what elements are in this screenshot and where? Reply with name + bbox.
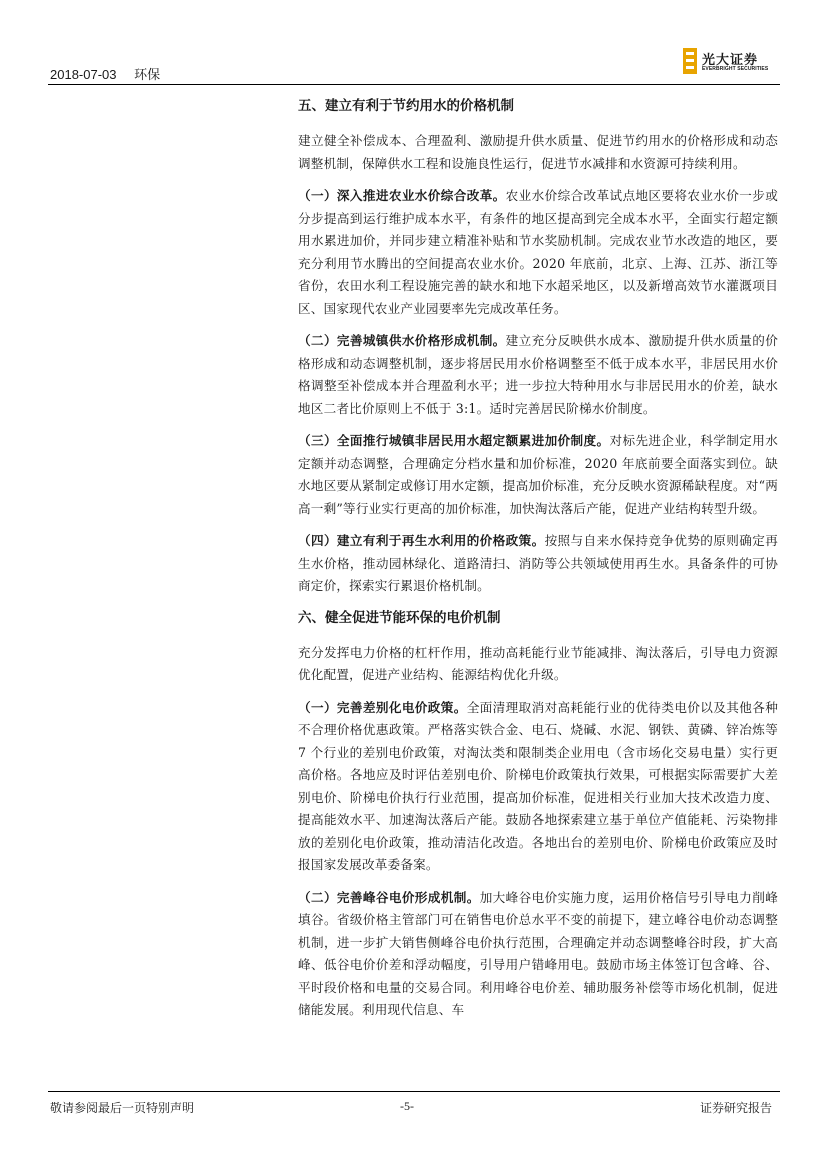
paragraph-lead: （一）深入推进农业水价综合改革。 (298, 188, 506, 203)
paragraph-lead: （四）建立有利于再生水利用的价格政策。 (298, 533, 545, 548)
paragraph (298, 697, 778, 877)
logo-mark-icon (683, 48, 697, 74)
paragraph-lead: （二）完善峰谷电价形成机制。 (298, 889, 480, 905)
paragraph-lead: （二）完善城镇供水价格形成机制。 (298, 333, 506, 348)
page-number: -5- (400, 1099, 414, 1113)
report-body (298, 96, 778, 1032)
footer-divider (48, 1091, 780, 1092)
section-heading: 五、建立有利于节约用水的价格机制 (298, 98, 514, 114)
paragraph-body: 加大峰谷电价实施力度，运用价格信号引导电力削峰填谷。省级价格主管部门可在销售电价总水平不变的前提下，建立峰谷电价动态调整机制，进一步扩大销售侧峰谷电价执行范围，合理确定并动态调整峰谷时段，扩大高峰、低谷电价价差和浮动幅度，引导用户错峰用电。鼓励市场主体签订包含峰、谷、平时段价格和电量的交易合同。利用峰谷电价差、辅助服务补偿等市场化机制，促进储能发展。利用现代信息、车 (298, 889, 778, 1017)
everbright-logo (683, 48, 783, 78)
report-type: 证券研究报告 (700, 1101, 773, 1115)
paragraph-body: 农业水价综合改革试点地区要将农业水价一步或分步提高到运行维护成本水平，有条件的地区提高到完全成本水平，全面实行超定额用水累进加价，并同步建立精准补贴和节水奖励机制。完成农业节水改造的地区，要充分利用节水腾出的空间提高农业水价。2020 年底前，北京、上海、江苏、浙江等省份，农田水利工程设施完善的缺水和地下水超采地区，以及新增高效节水灌溉项目区、国家现代农业产业园要率先完成改革任务。 (298, 188, 779, 316)
paragraph (298, 887, 778, 1022)
paragraph-lead: （三）全面推行城镇非居民用水超定额累进加价制度。 (298, 433, 610, 448)
paragraph-body: 按照与自来水保持竞争优势的原则确定再生水价格，推动园林绿化、道路清扫、消防等公共领域使用再生水。具备条件的可协商定价，探索实行累退价格机制。 (298, 533, 778, 593)
section-intro: 充分发挥电力价格的杠杆作用，推动高耗能行业节能减排、淘汰落后，引导电力资源优化配置，促进产业结构、能源结构优化升级。 (298, 644, 778, 682)
report-header (50, 64, 174, 83)
paragraph-body: 对标先进企业，科学制定用水定额并动态调整，合理确定分档水量和加价标准，2020 年底前要全面落实到位。缺水地区要从紧制定或修订用水定额，提高加价标准，充分反映水资源稀缺程度。对“两高一剩”等行业实行更高的加价标准，加快淘汰落后产能，促进产业结构转型升级。 (298, 433, 779, 516)
header-divider (48, 84, 780, 85)
paragraph-body: 建立充分反映供水成本、激励提升供水质量的价格形成和动态调整机制，逐步将居民用水价格调整至不低于成本水平，非居民用水价格调整至补偿成本并合理盈利水平；进一步拉大特种用水与非居民用水的价差，缺水地区二者比价原则上不低于 3:1。适时完善居民阶梯水价制度。 (298, 333, 779, 416)
section-intro: 建立健全补偿成本、合理盈利、激励提升供水质量、促进节约用水的价格形成和动态调整机制，保障供水工程和设施良性运行，促进节水减排和水资源可持续利用。 (298, 133, 778, 171)
section-heading: 六、健全促进节能环保的电价机制 (298, 609, 501, 626)
report-date: 2018-07-03 (50, 67, 117, 82)
paragraph (298, 330, 778, 420)
footer-disclaimer: 敬请参阅最后一页特别声明 (50, 1101, 195, 1115)
paragraph-body: 全面清理取消对高耗能行业的优待类电价以及其他各种不合理价格优惠政策。严格落实铁合金、电石、烧碱、水泥、钢铁、黄磷、锌冶炼等 7 个行业的差别电价政策，对淘汰类和限制类企业用电（含市场化交易电量）实行更高价格。各地应及时评估差别电价、阶梯电价政策执行效果，可根据实际需要扩大差别电价、阶梯电价执行行业范围，提高加价标准，促进相关行业加大技术改造力度、提高能效水平、加速淘汰落后产能。鼓励各地探索建立基于单位产值能耗、污染物排放的差别化电价政策，推动清洁化改造。各地出台的差别电价、阶梯电价政策应及时报国家发展改革委备案。 (298, 699, 778, 872)
paragraph (298, 185, 778, 320)
logo-text-cn: 光大证券 (702, 53, 759, 68)
paragraph-lead: （一）完善差别化电价政策。 (298, 699, 467, 715)
logo-text-en: EVERBRIGHT SECURITIES (702, 66, 769, 72)
paragraph (298, 530, 778, 598)
paragraph (298, 430, 778, 520)
report-category: 环保 (134, 67, 161, 82)
